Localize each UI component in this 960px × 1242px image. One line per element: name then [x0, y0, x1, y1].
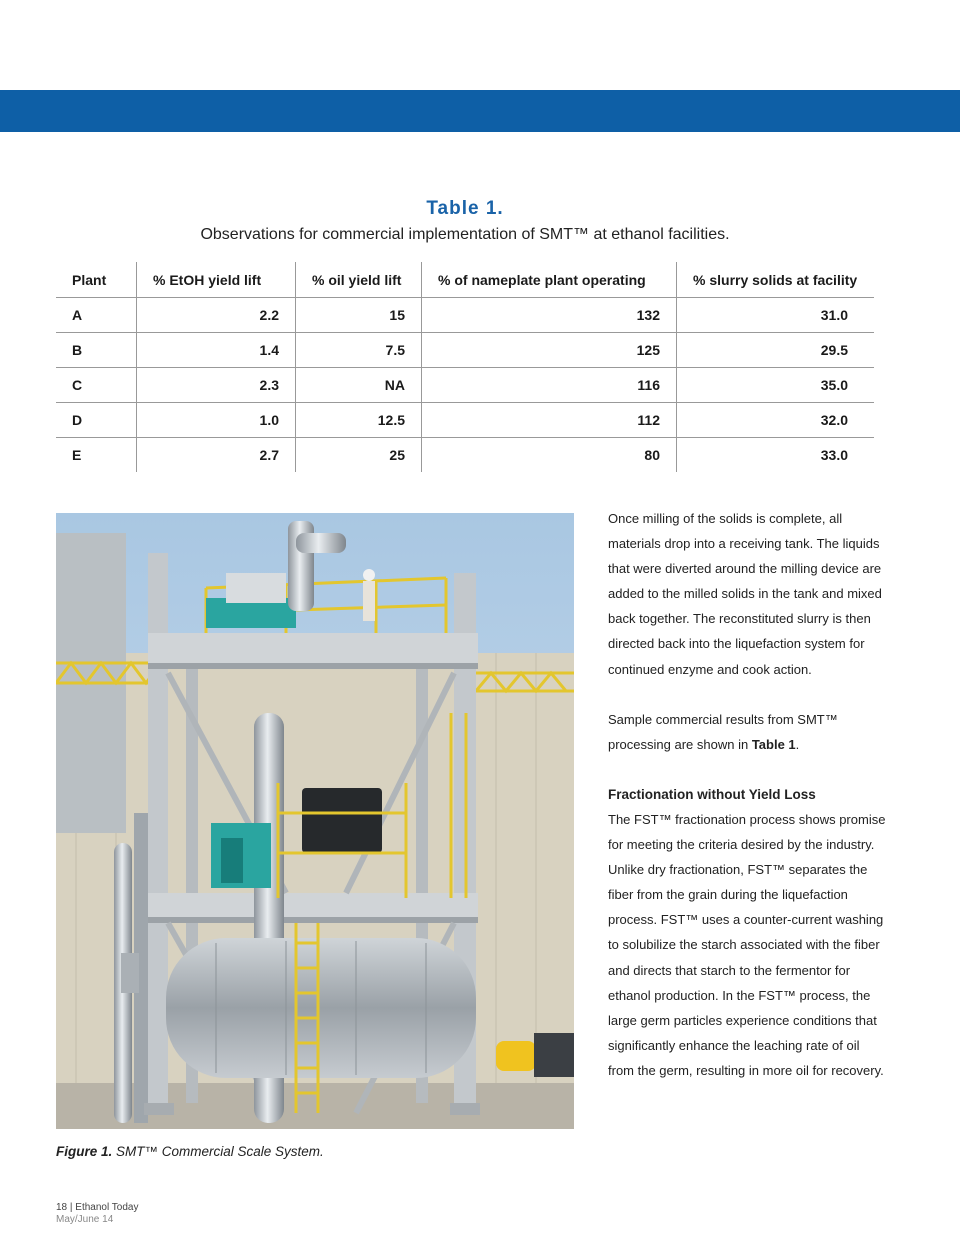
table-cell: 116: [422, 368, 677, 403]
table-cell: 15: [296, 298, 422, 333]
table-cell: 12.5: [296, 403, 422, 438]
table-cell: B: [56, 333, 137, 368]
figure-photo-smt-system: [56, 513, 574, 1129]
article-body: [608, 506, 888, 1108]
table-cell: 2.3: [137, 368, 296, 403]
header-band: [0, 90, 960, 132]
table-row: [56, 298, 874, 333]
table-header-row: [56, 262, 874, 298]
table-cell: 7.5: [296, 333, 422, 368]
table-cell: 33.0: [820, 447, 848, 463]
paragraph-fractionation: The FST™ fractionation process shows promise for meeting the criteria desired by the industry. Unlike dry fractionation, FST™ separates the fiber from the grain during the liquefaction process. FST™ uses a counter-current washing to solubilize the starch associated with the fiber and directs that starch to the fermentor for ethanol production. In the FST™ process, the large germ particles experience conditions that significantly enhance the leaching rate of oil from the germ, resulting in more oil for recovery.: [608, 811, 886, 1078]
table-cell: 29.5: [677, 333, 875, 368]
table-cell: 125: [422, 333, 677, 368]
table-cell: D: [56, 403, 137, 438]
table-cell: 25: [296, 438, 422, 473]
column-header-slurry-solids: % slurry solids at facility: [677, 262, 875, 298]
table-row: [56, 403, 874, 438]
page-footer: [56, 1202, 138, 1226]
table-cell: 2.7: [137, 438, 296, 473]
table-cell: 80: [422, 438, 677, 473]
table-reference: Table 1: [751, 736, 796, 752]
figure-caption: [56, 1144, 324, 1159]
table-row: [56, 368, 874, 403]
table-subtitle: Observations for commercial implementation of SMT™ at ethanol facilities.: [200, 226, 730, 243]
table-cell: C: [56, 368, 137, 403]
table-cell: 132: [422, 298, 677, 333]
table-cell: 1.0: [137, 403, 296, 438]
table-cell: 35.0: [677, 368, 875, 403]
table-cell: 32.0: [677, 403, 875, 438]
figure-caption-text: SMT™ Commercial Scale System.: [112, 1144, 324, 1159]
footer-issue-date: May/June 14: [56, 1214, 114, 1225]
column-header-nameplate: % of nameplate plant operating: [422, 262, 677, 298]
table-row: [56, 438, 874, 473]
table-row: [56, 333, 874, 368]
table-cell: 2.2: [137, 298, 296, 333]
paragraph-milling: Once milling of the solids is complete, all materials drop into a receiving tank. The liquids that were diverted around the milling device are added to the milled solids in the tank and mixed back together. The reconstituted slurry is then directed back into the liquefaction system for continued enzyme and cook action.: [608, 511, 882, 677]
footer-page-number: 18 | Ethanol Today: [56, 1202, 139, 1213]
table-cell: 112: [422, 403, 677, 438]
observations-table: [56, 262, 874, 472]
section-heading: Fractionation without Yield Loss: [608, 786, 816, 802]
sample-results-text: Sample commercial results from SMT™ processing are shown in: [608, 711, 838, 752]
table-cell: NA: [296, 368, 422, 403]
column-header-etoh-yield: % EtOH yield lift: [137, 262, 296, 298]
paragraph-sample-results: [608, 707, 888, 757]
table-cell: E: [56, 438, 137, 473]
table-cell: 31.0: [677, 298, 875, 333]
figure-label: Figure 1.: [56, 1144, 113, 1159]
table-title: Table 1.: [426, 198, 504, 219]
column-header-oil-yield: % oil yield lift: [296, 262, 422, 298]
table-cell: 1.4: [137, 333, 296, 368]
column-header-plant: Plant: [56, 262, 137, 298]
sample-results-end: .: [795, 736, 800, 752]
table-cell: A: [56, 298, 137, 333]
